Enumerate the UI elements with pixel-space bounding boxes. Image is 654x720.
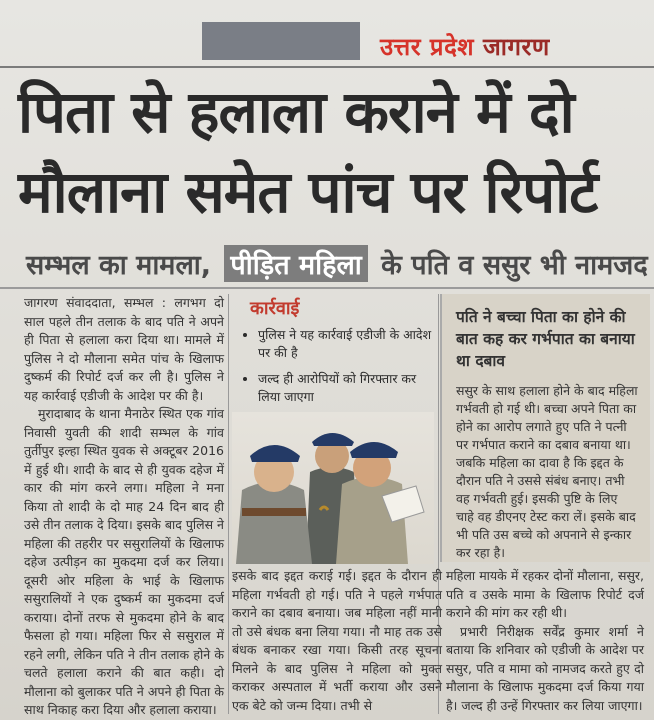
column2-text: इसके बाद इद्दत कराई गई। इद्दत के दौरान ही महिला गर्भवती हो गई। पति ने पहले गर्भपात कराने का दबाव बनाया। जब महिला नहीं मानी तो उसे बंधक बना लिया गया। नौ माह तक उसे बंधक बनाकर रखा गया। किसी तरह सूचना मिलने के बाद पुलिस ने महिला को मुक्त कराकर अस्पताल में भर्ती कराया और उसने एक बेटे को जन्म दिया। तभी से (232, 568, 442, 713)
article-column-2-bottom (232, 567, 442, 715)
column1-para-1: जागरण संवाददाता, सम्भल : लगभग दो साल पहले तीन तलाक के बाद पति ने अपने ही पिता से हलाला करा दिया था। मामले में पुलिस ने दो मौलाना समेत पांच के खिलाफ दुष्कर्म की रिपोर्ट दर्ज कर ली है। पुलिस ने यह कार्रवाई एडीजी के आदेश पर की है। (24, 295, 224, 403)
redacted-block (202, 22, 360, 60)
subhead-tag: पीड़ित महिला (224, 245, 367, 282)
headline-line-2: मौलाना समेत पांच पर रिपोर्ट (18, 158, 598, 226)
sidebar-title: पति ने बच्चा पिता का होने की बात कह कर गर्भपात का बनाया था दबाव (456, 308, 635, 370)
action-item: • पुलिस ने यह कार्रवाई एडीजी के आदेश पर की है (258, 326, 432, 362)
police-officers-image (232, 412, 434, 564)
brand-part-1: उत्तर प्रदेश (380, 33, 475, 61)
police-illustration (232, 412, 434, 564)
subheadline (26, 245, 648, 282)
column3-para-1: महिला मायके में रहकर दोनों मौलाना, ससुर, पति व उसके मामा के खिलाफ रिपोर्ट दर्ज कराने की मांग कर रही थी। (446, 568, 644, 620)
article-column-3-bottom (446, 567, 644, 715)
sidebar-box (440, 294, 650, 562)
action-box (232, 294, 432, 412)
subhead-rule (0, 287, 654, 289)
action-box-title: कार्रवाई (250, 298, 300, 319)
column3-para-2: प्रभारी निरीक्षक सर्वेंद्र कुमार शर्मा ने बताया कि शनिवार को एडीजी के आदेश पर ससुर, पति व मामा को नामजद करते हुए दो मौलाना के खिलाफ मुकदमा दर्ज किया गया है। जल्द ही उन्हें गिरफ्तार कर लिया जाएगा। (446, 623, 644, 713)
action-list (232, 326, 432, 406)
masthead-brand (380, 30, 550, 63)
subhead-before: सम्भल का मामला, (26, 250, 212, 281)
column1-para-2: मुरादाबाद के थाना मैनाठेर स्थित एक गांव निवासी युवती की शादी सम्भल के गांव तुर्तीपुर इल्हा स्थित युवक से अक्टूबर 2016 में हुई थी। शादी के बाद से ही युवक दहेज में कार की मांग करने लगा। महिला ने मना किया तो शादी के दो माह 24 दिन बाद ही उसे तीन तलाक दे दिया। इसके बाद पुलिस ने महिला की तहरीर पर ससुरालियों के खिलाफ दहेज उत्पीड़न का मुकदमा दर्ज कर लिया। दूसरी ओर महिला के भाई के खिलाफ ससुरालियों ने एक दुष्कर्म का मुकदमा दर्ज कराया। दोनों तरफ से मुकदमा होने के बाद फैसला हो गया। महिला फिर से ससुराल में रहने लगी, लेकिन पति ने तीन तलाक होने के चलते हलाला कराने की बात कही। दो मौलाना को बुलाकर पति ने अपने ही पिता के साथ निकाह करा दिया और हलाला कराया। (24, 406, 224, 717)
masthead-rule (0, 66, 654, 68)
column-divider-1 (228, 294, 229, 714)
headline-line-1: पिता से हलाला कराने में दो (18, 78, 574, 146)
subhead-after: के पति व ससुर भी नामजद (381, 250, 648, 281)
sidebar-body: ससुर के साथ हलाला होने के बाद महिला गर्भवती हो गई थी। बच्चा अपने पिता का होने का आरोप लगाते हुए पति ने पत्नी पर गर्भपात कराने का दबाव बनाया था। जबकि महिला का दावा है कि इद्दत के दौरान पति ने उससे संबंध बनाए। तभी वह गर्भवती हुई। इसकी पुष्टि के लिए चाहे वह डीएनए टेस्ट करा लें। इसके बाद भी पति उस बच्चे को अपनाने से इन्कार कर रहा है। (456, 383, 638, 560)
article-column-1 (24, 294, 224, 720)
action-item: • जल्द ही आरोपियों को गिरफ्तार कर लिया जाएगा (258, 370, 432, 406)
brand-part-2: जागरण (483, 33, 550, 61)
